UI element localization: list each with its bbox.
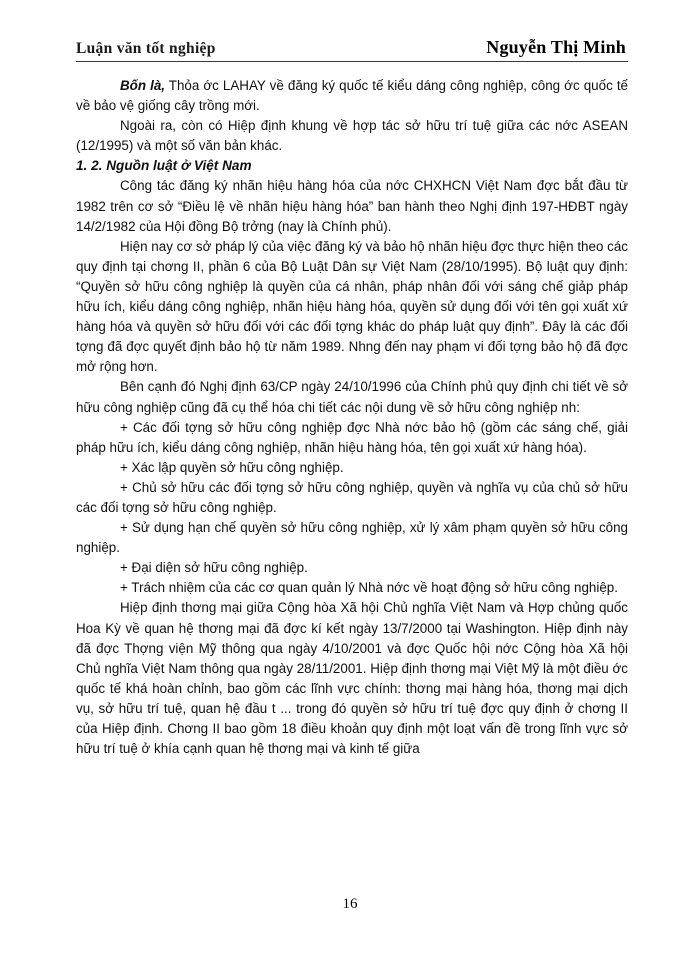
paragraph-ngoai-ra: Ngoài ra, còn có Hiệp định khung về hợp tác sở hữu trí tuệ giữa các nớc ASEAN (12/1995) và một số văn bản khác. — [76, 118, 628, 154]
section-heading-1-2: 1. 2. Nguồn luật ở Việt Nam — [76, 158, 252, 174]
header-left-title: Luận văn tốt nghiệp — [76, 40, 216, 57]
paragraph-bon-la-text: Thỏa ớc LAHAY về đăng ký quốc tế kiểu dáng công nghiệp, công ớc quốc tế về bảo vệ giống cây trồng mới. — [76, 78, 628, 114]
list-item: + Đại diện sở hữu công nghiệp. — [120, 560, 308, 576]
page-number: 16 — [342, 896, 358, 912]
paragraph-bon-la — [76, 76, 628, 116]
paragraph-hien-nay: Hiện nay cơ sở pháp lý của việc đăng ký và bảo hộ nhãn hiệu đợc thực hiện theo các quy định tại chơng II, phần 6 của Bộ Luật Dân sự Việt Nam (28/10/1995). Bộ luật quy định: “Quyền sở hữu công nghiệp là quyền của cá nhân, pháp nhân đối với sáng chế giảp pháp hữu ích, kiểu dáng công nghiệp, nhãn hiệu hàng hóa, quyền sử dụng đối với tên gọi xuất xứ hàng hóa và quyền sở hữu đối với các đối tợng khác do pháp luật quy định”. Đây là các đối tợng đã đợc quyết định bảo hộ từ năm 1989. Nhng đến nay phạm vi đối tợng bảo hộ đã đợc mở rộng hơn. — [76, 238, 628, 375]
list-item: + Các đối tợng sở hữu công nghiệp đợc Nhà nớc bảo hộ (gồm các sáng chế, giải pháp hữu ích, kiểu dáng công nghiệp, nhãn hiệu hàng hóa, tên gọi xuất xứ hàng hóa). — [76, 419, 628, 455]
paragraph-cong-tac: Công tác đăng ký nhãn hiệu hàng hóa của nớc CHXHCN Việt Nam đợc bắt đầu từ 1982 trên cơ sở “Điều lệ về nhãn hiệu hàng hóa” ban hành theo Nghị định 197-HĐBT ngày 14/2/1982 của Hội đồng Bộ trởng (nay là Chính phủ). — [76, 178, 628, 234]
list-item: + Trách nhiệm của các cơ quan quản lý Nhà nớc về hoạt động sở hữu công nghiệp. — [120, 580, 618, 596]
header-right-author: Nguyễn Thị Minh — [486, 37, 626, 57]
list-item: + Chủ sở hữu các đối tợng sở hữu công nghiệp, quyền và nghĩa vụ của chủ sở hữu các đối tợng sở hữu công nghiệp. — [76, 479, 628, 515]
list-item: + Xác lập quyền sở hữu công nghiệp. — [120, 459, 344, 475]
page-content-area — [76, 34, 628, 759]
list-item: + Sử dụng hạn chế quyền sở hữu công nghiệp, xử lý xâm phạm quyền sở hữu công nghiệp. — [76, 520, 628, 556]
paragraph-ben-canh: Bên cạnh đó Nghị định 63/CP ngày 24/10/1996 của Chính phủ quy định chi tiết về sở hữu công nghiệp cũng đã cụ thể hóa chi tiết các nội dung về sở hữu công nghiệp nh: — [76, 379, 628, 415]
body-text — [76, 76, 628, 759]
running-header — [76, 34, 628, 58]
paragraph-hiep-dinh: Hiệp định thơng mại giữa Cộng hòa Xã hội Chủ nghĩa Việt Nam và Hợp chủng quốc Hoa Kỳ về quan hệ thơng mại đã đợc kí kết ngày 13/7/2000 tại Washington. Hiệp định này đã đợc Thợng viện Mỹ thông qua ngày 4/10/2001 và đợc Quốc hội nớc Cộng hòa Xã hội Chủ nghĩa Việt Nam thông qua ngày 28/11/2001. Hiệp định thơng mại Việt Mỹ là một điều ớc quốc tế khá hoàn chỉnh, bao gồm các lĩnh vực chính: thơng mại hàng hóa, thơng mại dịch vụ, sở hữu trí tuệ, quan hệ đầu t ... trong đó quyền sở hữu trí tuệ đợc quy định ở chơng II của Hiệp định. Chơng II bao gồm 18 điều khoản quy định một loạt vấn đề trong lĩnh vực sở hữu trí tuệ ở khía cạnh quan hệ thơng mại và kinh tế giữa — [76, 600, 628, 757]
paragraph-lead-in: Bốn là, — [120, 78, 165, 93]
header-divider-rule — [76, 61, 628, 62]
